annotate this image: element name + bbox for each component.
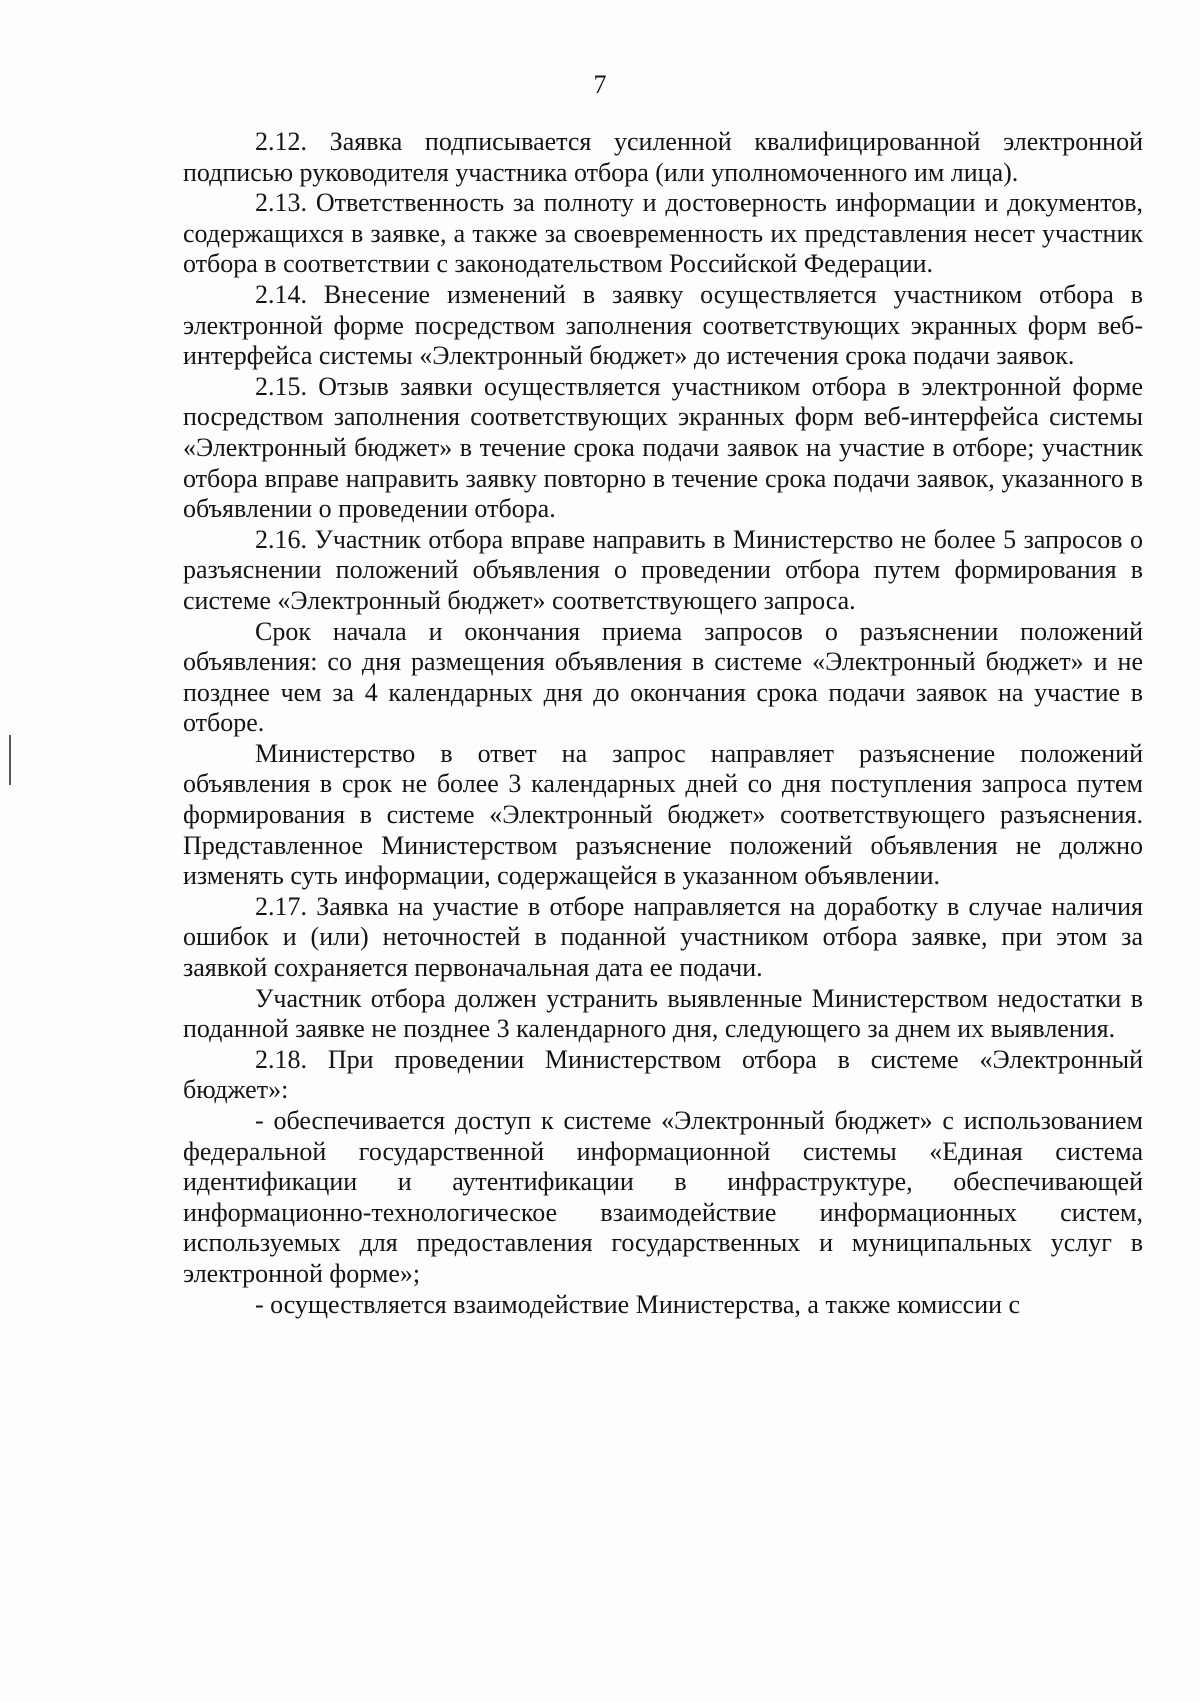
list-item-interaction: - осуществляется взаимодействие Министерства, а также комиссии с (255, 1289, 1021, 1319)
paragraph-2-16: 2.16. Участник отбора вправе направить в Министерство не более 5 запросов о разъяснении положений объявления о проведении отбора путем формирования в системе «Электронный бюджет» соответствующего запроса. (183, 524, 1143, 615)
paragraph-corrections: Участник отбора должен устранить выявленные Министерством недостатки в поданной заявке не позднее 3 календарного дня, следующего за днем их выявления. (183, 983, 1143, 1044)
list-item-access: - обеспечивается доступ к системе «Электронный бюджет» с использованием федеральной государственной информационной системы «Единая система идентификации и аутентификации в инфраструктуре, обеспечивающей информационно-технологическое взаимодействие информационных систем, используемых для предоставления государственных и муниципальных услуг в электронной форме»; (183, 1106, 1143, 1288)
paragraph-2-17: 2.17. Заявка на участие в отборе направляется на доработку в случае наличия ошибок и (или) неточностей в поданной участником отбора заявке, при этом за заявкой сохраняется первоначальная дата ее подачи. (183, 891, 1143, 983)
paragraph-2-15: 2.15. Отзыв заявки осуществляется участником отбора в электронной форме посредством заполнения соответствующих экранных форм веб-интерфейса системы «Электронный бюджет» в течение срока подачи заявок на участие в отборе; участник отбора вправе направить заявку повторно в течение срока подачи заявок, указанного в объявлении о проведении отбора. (183, 371, 1143, 524)
paragraph-2-13: 2.13. Ответственность за полноту и достоверность информации и документов, содержащихся в заявке, а также за своевременность их представления несет участник отбора в соответствии с законодательством Российской Федерации. (183, 188, 1143, 279)
paragraph-2-18: 2.18. При проведении Министерством отбора в системе «Электронный бюджет»: (183, 1044, 1143, 1105)
paragraph-request-period: Срок начала и окончания приема запросов о разъяснении положений объявления: со дня размещения объявления в системе «Электронный бюджет» и не позднее чем за 4 календарных дня до окончания срока подачи заявок на участие в отборе. (183, 616, 1143, 738)
paragraph-2-12: 2.12. Заявка подписывается усиленной квалифицированной электронной подписью руководителя участника отбора (или уполномоченного им лица). (183, 127, 1143, 187)
page-number: 7 (593, 70, 607, 99)
paragraph-2-14: 2.14. Внесение изменений в заявку осуществляется участником отбора в электронной форме посредством заполнения соответствующих экранных форм веб-интерфейса системы «Электронный бюджет» до истечения срока подачи заявок. (183, 279, 1143, 371)
paragraph-ministry-response: Министерство в ответ на запрос направляет разъяснение положений объявления в срок не более 3 календарных дней со дня поступления запроса путем формирования в системе «Электронный бюджет» соответствующего разъяснения. Представленное Министерством разъяснение положений объявления не должно изменять суть информации, содержащейся в указанном объявлении. (183, 738, 1143, 891)
body-text (183, 127, 1143, 1320)
scan-artifact-line (9, 735, 11, 785)
